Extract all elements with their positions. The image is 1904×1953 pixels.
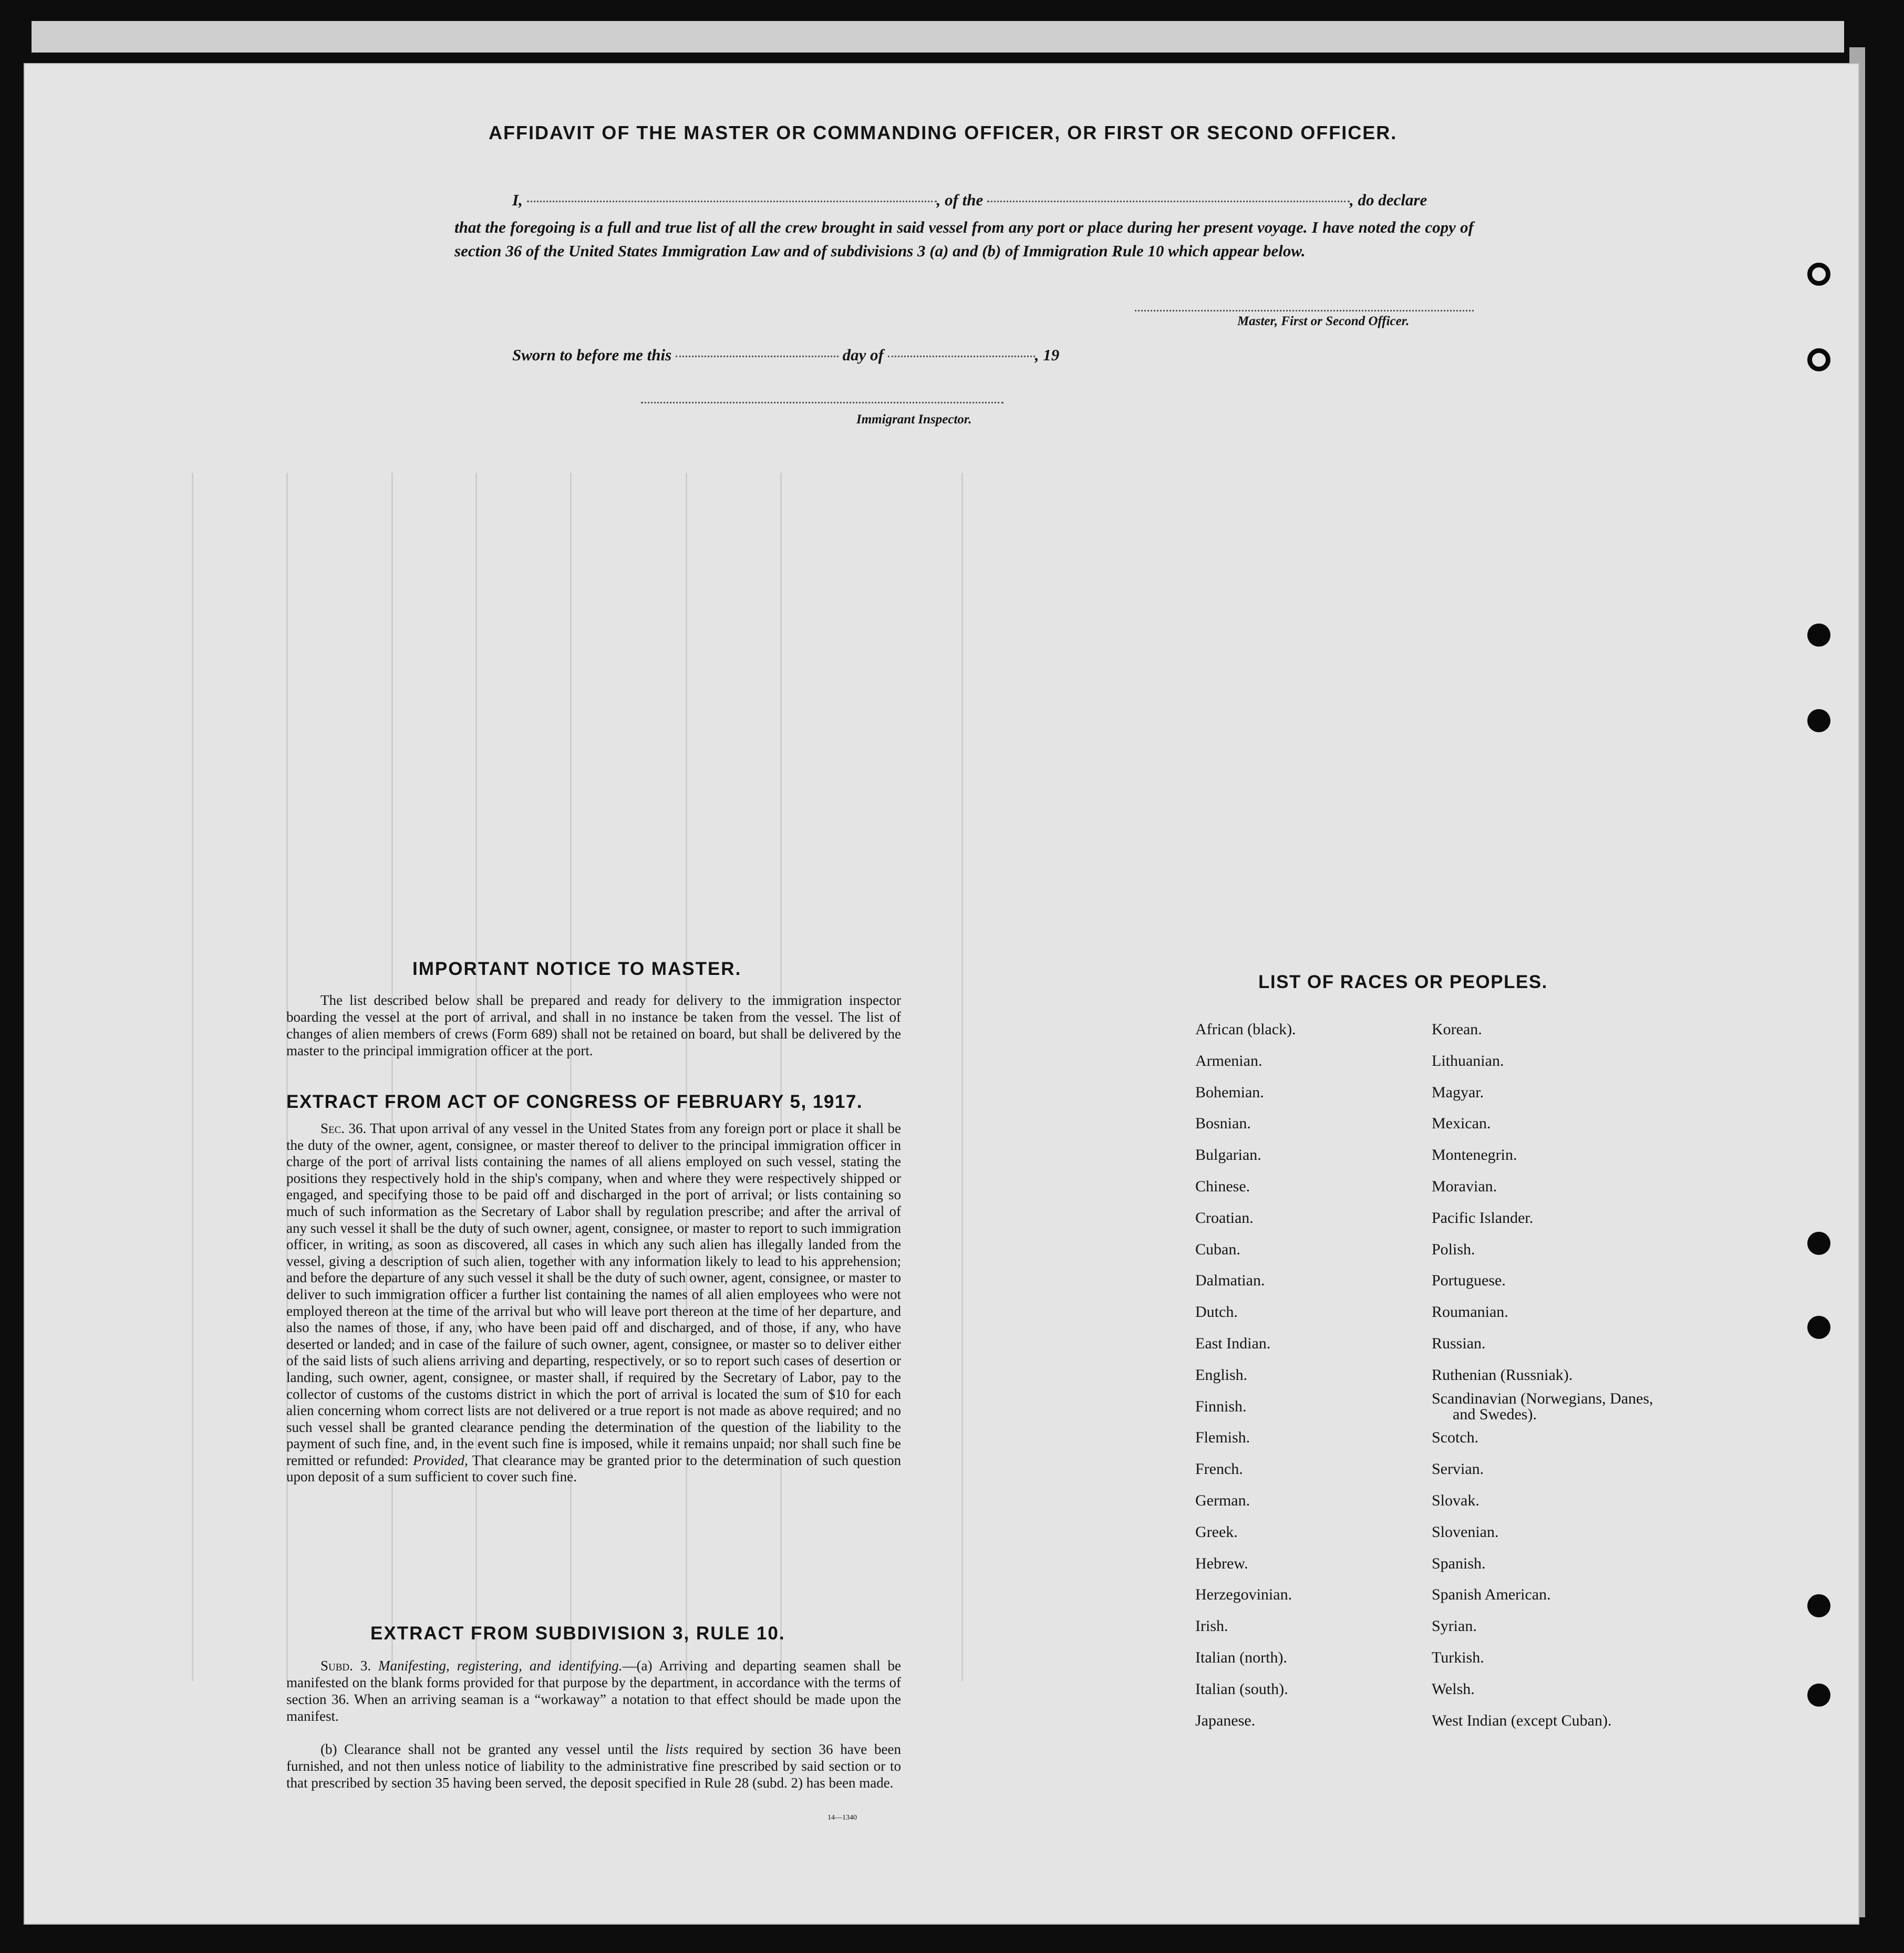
race-item: West Indian (except Cuban).	[1432, 1711, 1612, 1729]
day-of-label: day of	[842, 346, 884, 364]
bleed-line	[570, 473, 572, 1681]
race-item: Slovak.	[1432, 1491, 1479, 1509]
race-item: Cuban.	[1195, 1240, 1240, 1258]
race-item: Dutch.	[1195, 1303, 1238, 1321]
race-item: Moravian.	[1432, 1177, 1497, 1195]
subd-label: Subd. 3.	[320, 1658, 371, 1674]
race-item: Scotch.	[1432, 1429, 1479, 1447]
race-item: Spanish.	[1432, 1554, 1486, 1572]
race-item: Portuguese.	[1432, 1272, 1506, 1290]
race-item: Italian (north).	[1195, 1648, 1287, 1666]
race-item: Mexican.	[1432, 1115, 1491, 1133]
race-item: German.	[1195, 1491, 1250, 1509]
race-item: Chinese.	[1195, 1177, 1250, 1195]
race-item: Flemish.	[1195, 1429, 1250, 1447]
master-signature-line[interactable]	[1135, 310, 1474, 311]
race-item: Polish.	[1432, 1240, 1475, 1258]
inspector-caption: Immigrant Inspector.	[856, 412, 972, 427]
race-item: French.	[1195, 1460, 1243, 1478]
inspector-signature-line[interactable]	[641, 402, 1003, 403]
race-item: Armenian.	[1195, 1052, 1263, 1069]
form-number: 14—1340	[827, 1814, 857, 1822]
race-item: Italian (south).	[1195, 1680, 1288, 1698]
para-b-end: required by section 36 have been furnished, and not then unless notice of liability to the administrative fine prescribed by said section or to that prescribed by section 35 having been served, the deposit specified in Rule 28 (subd. 2) has been made.	[286, 1741, 902, 1791]
vessel-field[interactable]	[987, 201, 1350, 202]
race-item: Bosnian.	[1195, 1115, 1251, 1133]
race-item: East Indian.	[1195, 1334, 1271, 1352]
lists-word: lists	[665, 1741, 689, 1757]
binder-hole	[1807, 1316, 1830, 1339]
act-extract-heading: EXTRACT FROM ACT OF CONGRESS OF FEBRUARY 5, 1917.	[286, 1092, 863, 1112]
race-item: Lithuanian.	[1432, 1052, 1504, 1069]
races-heading: LIST OF RACES OR PEOPLES.	[1258, 972, 1548, 992]
race-item: Servian.	[1432, 1460, 1484, 1478]
race-item: Montenegrin.	[1432, 1146, 1517, 1164]
race-item: Scandinavian (Norwegians, Danes, and Swedes).	[1432, 1389, 1653, 1423]
binder-hole	[1807, 348, 1830, 371]
race-item: Irish.	[1195, 1617, 1228, 1635]
race-item: Turkish.	[1432, 1648, 1484, 1666]
notice-heading: IMPORTANT NOTICE TO MASTER.	[412, 959, 742, 979]
race-item: Herzegovinian.	[1195, 1586, 1292, 1604]
race-item: Korean.	[1432, 1021, 1482, 1038]
notice-text: The list described below shall be prepared and ready for delivery to the immigration inspector boarding the vessel at the port of arrival, and shall in no instance be taken from the vessel. The list of changes of alien members of crews (Form 689) shall not be retained on board, but shall be delivered by the master to the principal immigration officer at the port.	[286, 992, 901, 1058]
bleed-line	[780, 473, 782, 1681]
bleed-line	[686, 473, 687, 1681]
section-36-text: That upon arrival of any vessel in the United States from any foreign port or place it shall be the duty of the owner, agent, consignee, or master thereof to deliver to the principal immigration officer in charge of the port of arrival lists containing the names of all aliens employed on such vessel, stating the positions they respectively hold in the ship's company, when and where they were respectively shipped or engaged, and specifying those to be paid off and discharged in the port of arrival; or lists containing so much of such information as the Secretary of Labor shall by regulation prescribe; and after the arrival of any such vessel it shall be the duty of such owner, agent, consignee, or master to report to such immigration officer, in writing, as soon as discovered, all cases in which any such alien has illegally landed from the vessel, giving a description of such alien, together with any information likely to lead to his apprehension; and before the departure of any such vessel it shall be the duty of such owner, agent, consignee, or master to deliver to such immigration officer a further list containing the names of all alien employees who were not employed thereon at the time of the arrival but who will leave port thereon at the time of her departure, and also the names of those, if any, who have been paid off and discharged, and of those, if any, who have deserted or landed; and in case of the failure of such owner, agent, consignee, or master so to deliver either of the said lists of such aliens arriving and departing, respectively, or so to report such cases of desertion or landing, such owner, agent, consignee, or master shall, if required by the Secretary of Labor, pay to the collector of customs of the customs district in which the port of arrival is located the sum of $10 for each alien concerning whom correct lists are not delivered or a true report is not made as above required; and no such vessel shall be granted clearance pending the determination of the question of the liability to the payment of such fine, and, in the event such fine is imposed, while it remains unpaid; nor shall such fine be remitted or refunded:	[286, 1120, 901, 1468]
race-item: English.	[1195, 1366, 1248, 1384]
rule-extract-para-a	[286, 1657, 901, 1725]
race-item: Welsh.	[1432, 1680, 1475, 1698]
notice-body	[286, 992, 901, 1059]
bleed-line	[391, 473, 393, 1681]
bleed-line	[192, 473, 193, 1681]
section-label: Sec. 36.	[320, 1120, 367, 1136]
page-edge-top	[32, 21, 1844, 53]
bleed-line	[475, 473, 477, 1681]
para-a-text: —(a) Arriving and departing seamen shall be manifested on the blank forms provided for that purpose by the department, in accordance with the terms of section 36. When an arriving seaman is a “workaway” a notation to that effect should be made upon the manifest.	[286, 1658, 901, 1724]
rule-extract-para-b	[286, 1741, 901, 1791]
subd-title: Manifesting, registering, and identifying.	[378, 1658, 623, 1674]
binder-hole	[1807, 1594, 1830, 1617]
race-item: Bohemian.	[1195, 1083, 1264, 1101]
sworn-month-field[interactable]	[888, 356, 1035, 357]
race-item: Hebrew.	[1195, 1554, 1248, 1572]
year-label: , 19	[1034, 346, 1060, 364]
binder-hole	[1807, 709, 1830, 732]
binder-hole	[1807, 263, 1830, 286]
of-the-label: , of the	[936, 191, 984, 209]
name-field[interactable]	[527, 201, 937, 202]
rule-extract-heading: EXTRACT FROM SUBDIVISION 3, RULE 10.	[370, 1623, 785, 1644]
i-label: I,	[512, 191, 523, 209]
race-item: Syrian.	[1432, 1617, 1477, 1635]
race-item: Finnish.	[1195, 1397, 1247, 1415]
affidavit-heading: AFFIDAVIT OF THE MASTER OR COMMANDING OFFICER, OR FIRST OR SECOND OFFICER.	[489, 122, 1398, 143]
sworn-label: Sworn to before me this	[512, 346, 672, 364]
section-36-end: That clearance may be granted prior to the determination of such question upon deposit of a sum sufficient to cover such fine.	[286, 1452, 902, 1485]
bleed-line	[961, 473, 963, 1681]
race-item: Spanish American.	[1432, 1586, 1551, 1604]
race-item: Croatian.	[1195, 1209, 1254, 1227]
para-b-start: (b) Clearance shall not be granted any vessel until the	[320, 1741, 658, 1757]
race-item: Ruthenian (Russniak).	[1432, 1366, 1573, 1384]
do-declare-label: , do declare	[1350, 191, 1427, 209]
races-left-column	[1195, 1014, 1296, 1736]
sworn-line	[512, 346, 1059, 365]
race-item: Slovenian.	[1432, 1523, 1499, 1541]
race-item: Greek.	[1195, 1523, 1238, 1541]
act-extract-body	[286, 1120, 901, 1485]
race-item: Japanese.	[1195, 1711, 1256, 1729]
race-item: Dalmatian.	[1195, 1272, 1265, 1290]
sworn-day-field[interactable]	[676, 356, 839, 357]
affidavit-declaration-line	[512, 191, 1427, 210]
races-right-column	[1432, 1014, 1673, 1736]
race-item: Bulgarian.	[1195, 1146, 1261, 1164]
binder-hole	[1807, 624, 1830, 647]
binder-hole	[1807, 1232, 1830, 1255]
bleed-line	[286, 473, 288, 1681]
race-item: Pacific Islander.	[1432, 1209, 1534, 1227]
race-item: Roumanian.	[1432, 1303, 1508, 1321]
race-item: Russian.	[1432, 1334, 1486, 1352]
provided-word: Provided,	[413, 1452, 468, 1468]
race-item: Magyar.	[1432, 1083, 1484, 1101]
binder-hole	[1807, 1684, 1830, 1707]
affidavit-body: that the foregoing is a full and true list of all the crew brought in said vessel from any port or place during her present voyage. I have noted the copy of section 36 of the United States Immigration Law and of subdivisions 3 (a) and (b) of Immigration Rule 10 which appear below.	[454, 218, 1474, 260]
master-caption: Master, First or Second Officer.	[1237, 314, 1410, 328]
race-item: African (black).	[1195, 1021, 1296, 1038]
